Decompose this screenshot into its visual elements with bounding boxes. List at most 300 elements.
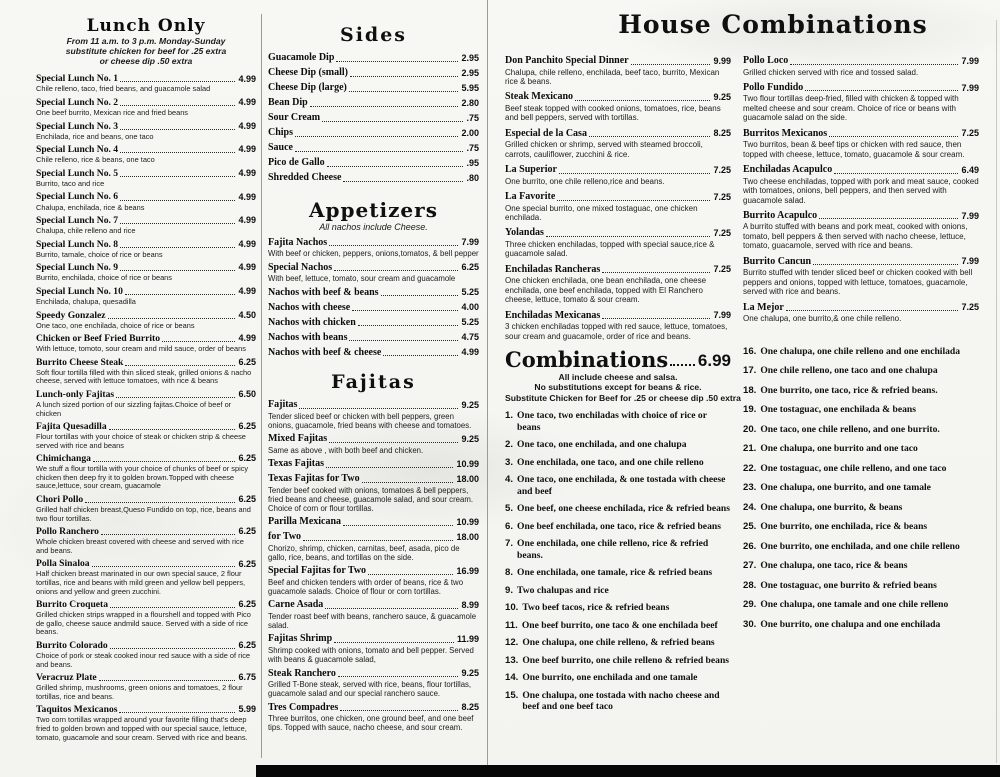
dotted-leader	[352, 310, 458, 311]
sides-section	[268, 24, 479, 184]
menu-item-name: Special Lunch No. 6	[36, 191, 119, 203]
menu-item	[268, 332, 479, 344]
dotted-leader	[310, 106, 459, 107]
combinations-header	[505, 347, 741, 403]
fajitas-items	[268, 399, 479, 732]
dotted-leader	[343, 525, 453, 526]
menu-item-price: 4.99	[238, 97, 256, 108]
menu-item-line	[743, 128, 979, 140]
menu-item-description: Two burritos, bean & beef tips or chicken with red sauce, then topped with cheese, lettuce, tomato, guacamole & sour cream.	[743, 140, 965, 159]
menu-item	[743, 210, 979, 251]
menu-item-line	[505, 91, 731, 103]
menu-item-price: 4.99	[238, 262, 256, 273]
combo-item-number: 19.	[743, 404, 757, 415]
combo-item-number: 23.	[743, 482, 757, 493]
right-column	[505, 10, 995, 719]
dotted-leader	[334, 642, 454, 643]
appetizers-note: All nachos include Cheese.	[319, 221, 428, 232]
appetizers-section	[268, 198, 479, 359]
combo-item-number: 8.	[505, 567, 514, 579]
lunch-subtitle-line1: From 11 a.m. to 3 p.m. Monday-Sunday	[66, 36, 226, 46]
combo-item-number: 16.	[743, 345, 757, 357]
menu-item-line	[268, 347, 479, 359]
menu-item-line	[268, 67, 479, 79]
combo-item	[505, 602, 731, 614]
combo-item	[505, 637, 731, 649]
menu-item	[268, 262, 479, 284]
menu-item-description: Tender roast beef with beans, ranchero sauce, & guacamole salad.	[268, 611, 477, 630]
combo-item-text: One chalupa, one tamale and one chile relleno	[760, 599, 949, 610]
combo-item-text: One burrito, one enchilada, and one chile relleno	[760, 540, 960, 552]
menu-item	[268, 302, 479, 314]
dotted-leader	[322, 121, 463, 122]
menu-item	[36, 704, 256, 742]
sides-items	[268, 52, 479, 184]
dotted-leader	[162, 341, 235, 342]
combo-items-16-30	[743, 346, 979, 631]
combo-item-text: Two beef tacos, rice & refried beans	[522, 602, 670, 614]
menu-item-description: Beef steak topped with cooked onions, tomatoes, rice, beans and bell peppers, served with tortillas.	[505, 103, 721, 123]
combo-item	[743, 482, 979, 494]
menu-item-price: 9.25	[461, 433, 479, 444]
menu-item-price: 9.25	[713, 91, 731, 102]
menu-item-line	[268, 237, 479, 249]
menu-item	[36, 333, 256, 354]
menu-item-line	[743, 164, 979, 176]
menu-item-name: Polla Sinaloa	[36, 558, 90, 570]
house-combinations-title: House Combinations	[618, 10, 928, 39]
dotted-leader	[559, 173, 711, 174]
menu-item-price: 7.99	[961, 210, 979, 221]
menu-item	[268, 112, 479, 124]
menu-item	[36, 97, 256, 118]
menu-item	[743, 128, 979, 159]
menu-item-price: .75	[466, 112, 479, 123]
combo-item	[505, 503, 731, 515]
menu-item-price: 7.99	[713, 310, 731, 321]
menu-item	[268, 433, 479, 455]
menu-item-name: Bean Dip	[268, 97, 308, 108]
menu-item-price: .80	[466, 172, 479, 183]
menu-item	[505, 55, 731, 86]
menu-item-price: 4.99	[461, 347, 479, 358]
menu-item-price: 6.25	[238, 599, 256, 610]
menu-item-line	[36, 310, 256, 321]
menu-item-name: Mixed Fajitas	[268, 433, 328, 445]
dotted-leader	[383, 355, 458, 356]
menu-item-line	[36, 704, 256, 715]
menu-item-price: 8.25	[461, 702, 479, 713]
menu-item-name: Steak Ranchero	[268, 667, 336, 679]
column-divider-right	[487, 0, 488, 765]
menu-item-name: Burrito Colorado	[36, 639, 108, 651]
combo-item-number: 12.	[505, 637, 519, 649]
dotted-leader	[329, 442, 458, 443]
menu-item-line	[743, 256, 979, 268]
menu-item-description: A lunch sized portion of our sizzling fajitas.Choice of beef or chicken	[36, 399, 232, 418]
menu-item-name: Pollo Fundido	[743, 81, 804, 93]
menu-item-line	[268, 52, 479, 64]
dotted-leader	[790, 64, 958, 65]
menu-item	[36, 494, 256, 523]
menu-item-line	[268, 97, 479, 109]
menu-item-description: Grilled T-Bone steak, served with rice, beans, flour tortillas, guacamole salad and our special ranchero sauce.	[268, 680, 472, 699]
dotted-leader	[338, 676, 459, 677]
menu-item-price: 7.25	[961, 302, 979, 313]
menu-item-description: Three chicken enchiladas, topped with special sauce,rice & guacamole salad.	[505, 239, 715, 259]
menu-item	[36, 168, 256, 189]
menu-item	[36, 262, 256, 283]
menu-item-price: 2.00	[461, 127, 479, 138]
menu-item-line	[36, 599, 256, 610]
combo-item	[505, 690, 731, 713]
house-right-items	[743, 55, 979, 324]
menu-item-price: 4.99	[238, 73, 256, 84]
menu-item	[268, 347, 479, 359]
menu-item	[268, 287, 479, 299]
combo-item-text: One chalupa, one burrito, and one tamale	[760, 482, 931, 493]
combo-item	[743, 619, 979, 631]
menu-item-price: 6.25	[461, 262, 479, 273]
menu-item-price: 7.99	[961, 55, 979, 66]
menu-item	[36, 672, 256, 701]
menu-item-name: Special Nachos	[268, 261, 333, 273]
combinations-notes	[505, 372, 741, 403]
dotted-leader	[834, 173, 958, 174]
menu-item	[36, 191, 256, 212]
menu-item-name: Shredded Cheese	[268, 172, 342, 183]
menu-item-price: 2.95	[461, 52, 479, 63]
combo-item	[505, 585, 731, 597]
menu-item-line	[36, 453, 256, 464]
menu-item-description: Chalupa, chile relleno, enchilada, beef taco, burrito, Mexican rice & beans.	[505, 67, 720, 86]
menu-item-line	[268, 565, 479, 577]
menu-item	[268, 531, 479, 562]
menu-item-description: Grilled chicken strips wrapped in a flourshell and topped with Pico de gallo, cheese sauce andmild sauce. Served with a side of rice beans.	[36, 610, 251, 637]
combo-item-text: One enchilada, one taco, and one chile relleno	[517, 456, 704, 468]
combo-item	[743, 580, 979, 592]
combo-item-number: 25.	[743, 521, 757, 532]
menu-item-name: Special Lunch No. 3	[36, 120, 119, 132]
combo-item-text: One enchilada, one chile relleno, rice & refried beans.	[517, 538, 709, 561]
combo-items-1-15	[505, 410, 731, 713]
menu-item-name: Taquitos Mexicanos	[36, 704, 118, 716]
dotted-leader	[589, 136, 711, 137]
middle-column	[268, 24, 479, 736]
appetizers-items	[268, 237, 479, 359]
menu-item	[36, 640, 256, 669]
scan-bottom-strip	[256, 765, 1000, 777]
combo-item-text: One beef enchilada, one taco, rice & refried beans	[517, 520, 721, 532]
menu-item-line	[36, 526, 256, 537]
menu-item-description: A burrito stuffed with beans and pork meat, cooked with onions, tomato, bell peppers & then served with nacho cheese, lettuce, tomato, guacamole, served with rice and beans.	[743, 222, 968, 251]
menu-item-line	[268, 127, 479, 139]
menu-item-name: Nachos with beef & beans	[268, 286, 379, 298]
menu-item-name: Special Lunch No. 7	[36, 215, 119, 227]
dotted-leader	[325, 608, 458, 609]
menu-item-price: 7.99	[961, 256, 979, 267]
combo-item-number: 13.	[505, 654, 519, 666]
menu-item-price: 5.95	[461, 82, 479, 93]
combo-item-text: One chile relleno, one taco and one chalupa	[760, 365, 938, 376]
combo-item-number: 30.	[743, 618, 757, 630]
combo-item-text: One taco, one enchilada, & one tostada with cheese and beef	[517, 474, 726, 497]
combo-item	[505, 672, 731, 684]
combo-item-number: 5.	[505, 503, 514, 515]
combo-item	[505, 474, 731, 497]
dotted-leader	[120, 129, 235, 130]
menu-item-price: 16.99	[456, 565, 479, 576]
menu-item-price: 10.99	[456, 458, 479, 469]
combinations-note-line3: Substitute Chicken for Beef for .25 or cheese dip .50 extra	[505, 392, 741, 403]
menu-item-name: Enchiladas Acapulco	[743, 164, 833, 176]
menu-item-description: One taco, one enchilada, choice of rice or beans	[36, 320, 195, 330]
combo-item-number: 28.	[743, 579, 757, 591]
menu-item-name: Chips	[268, 127, 294, 138]
menu-item	[268, 52, 479, 64]
combo-item	[505, 655, 731, 667]
dotted-leader	[109, 429, 236, 430]
menu-item-description: Choice of pork or steak cooked inour red sauce with a side of rice and beans.	[36, 651, 251, 669]
menu-item-line	[743, 210, 979, 222]
menu-item-name: Carne Asada	[268, 599, 324, 611]
menu-item-price: 4.99	[238, 238, 256, 249]
combo-item-number: 26.	[743, 540, 757, 552]
menu-item	[505, 310, 731, 341]
menu-item-description: Grilled chicken served with rice and tossed salad.	[743, 67, 919, 77]
menu-item-name: Cheese Dip (large)	[268, 82, 347, 93]
menu-item-line	[36, 494, 256, 505]
combo-item	[743, 560, 979, 572]
dotted-leader	[299, 408, 458, 409]
combo-item-number: 24.	[743, 501, 757, 513]
menu-item	[743, 256, 979, 297]
menu-item-line	[268, 262, 479, 274]
menu-item-line	[268, 82, 479, 94]
dotted-leader	[786, 310, 959, 311]
combo-item-number: 3.	[505, 456, 514, 468]
dotted-leader	[99, 680, 236, 681]
menu-item-line	[268, 433, 479, 445]
menu-item-name: Sauce	[268, 142, 293, 153]
menu-item-description: Grilled shrimp, mushrooms, green onions and tomatoes, 2 flour tortillas, rice and beans.	[36, 683, 243, 701]
menu-item-line	[36, 333, 256, 344]
lunch-subtitle-line3: or cheese dip .50 extra	[99, 56, 193, 67]
menu-item-name: Enchiladas Rancheras	[505, 263, 601, 275]
menu-item-line	[268, 317, 479, 329]
scan-edge	[996, 20, 997, 763]
combo-item-text: One chalupa, one chile relleno and one enchilada	[760, 345, 961, 357]
dotted-leader	[119, 712, 235, 713]
menu-item	[268, 317, 479, 329]
combo-item	[505, 538, 731, 561]
combo-item-text: One beef, one cheese enchilada, rice & refried beans	[517, 503, 730, 515]
dotted-leader	[120, 200, 235, 201]
menu-item-description: With beef or chicken, peppers, onions,tomatos, & bell pepper	[268, 249, 479, 258]
menu-item-line	[743, 55, 979, 67]
dotted-leader	[116, 397, 235, 398]
combo-item-number: 9.	[505, 584, 514, 596]
menu-item-price: 6.50	[238, 389, 256, 400]
menu-item-description: Whole chicken breast covered with cheese and served with rice and beans.	[36, 537, 244, 555]
menu-item-price: 6.25	[238, 494, 256, 505]
menu-item	[743, 55, 979, 77]
menu-item	[268, 599, 479, 630]
menu-item-price: 7.25	[713, 164, 731, 175]
menu-item	[268, 516, 479, 528]
menu-item-line	[36, 672, 256, 683]
menu-item-price: 18.00	[456, 531, 479, 542]
menu-item-price: 7.25	[713, 228, 731, 239]
dotted-leader	[336, 61, 458, 62]
combo-item	[743, 521, 979, 533]
menu-item-name: Special Fajitas for Two	[268, 565, 367, 577]
menu-item-name: Fajitas	[268, 399, 298, 411]
menu-item-line	[36, 357, 256, 368]
menu-item-description: Two cheese enchiladas, topped with pork and meat sauce, cooked with tomatoes, onions, bell peppers, and then served with guacamole salad.	[743, 176, 979, 205]
combo-item-text: One chalupa, one burrito, & beans	[760, 501, 903, 513]
menu-item-description: One chalupa, one burrito,& one chile relleno.	[743, 314, 902, 324]
menu-item-description: One beef burrito, Mexican rice and fried beans	[36, 108, 189, 118]
menu-item-line	[743, 82, 979, 94]
menu-item-line	[268, 473, 479, 485]
menu-item-name: Nachos with beans	[268, 331, 348, 343]
menu-item-line	[268, 287, 479, 299]
combo-item-text: One beef burrito, one chile relleno & refried beans	[522, 654, 730, 666]
menu-item-line	[268, 302, 479, 314]
menu-item-line	[36, 558, 256, 569]
menu-item-description: Chorizo, shrimp, chicken, carnitas, beef, asada, pico de gallo, rice, beans, and tortillas on the side.	[268, 543, 460, 562]
dotted-leader	[349, 91, 459, 92]
dotted-leader	[101, 534, 235, 535]
combo-item	[743, 365, 979, 377]
menu-item-name: Tres Compadres	[268, 701, 339, 713]
combo-item-text: One tostaguac, one chile relleno, and one taco	[760, 462, 947, 474]
combo-item-text: One burrito, one enchilada, rice & beans	[760, 521, 928, 532]
house-left-items	[505, 55, 731, 341]
menu-item-line	[36, 286, 256, 297]
dotted-leader	[120, 152, 235, 153]
menu-item-description: Grilled chicken or shrimp, served with steamed broccoli, carrots, cauliflower, zucchini & rice.	[505, 140, 703, 159]
dotted-leader	[120, 81, 235, 82]
menu-item	[268, 668, 479, 699]
menu-item-description: Enchilada, rice and beans, one taco	[36, 131, 154, 141]
menu-item	[268, 473, 479, 513]
menu-item-description: Chalupa, enchilada, rice & beans	[36, 202, 145, 212]
menu-item-line	[36, 97, 256, 108]
menu-item	[36, 310, 256, 331]
menu-item-description: Same as above , with both beef and chicken.	[268, 445, 424, 455]
dotted-leader	[295, 136, 458, 137]
menu-item-line	[268, 112, 479, 124]
house-right-subcolumn	[743, 55, 979, 719]
menu-item-description: One chicken enchilada, one bean enchilada, one cheese enchilada, one beef enchilada, topped with El Ranchero cheese, lettuce, tomato & sour cream.	[505, 276, 707, 305]
menu-item-line	[268, 332, 479, 344]
lunch-title: Lunch Only	[86, 16, 206, 36]
menu-item	[268, 702, 479, 733]
dotted-leader	[557, 200, 710, 201]
menu-item-line	[268, 702, 479, 714]
column-divider-left	[261, 14, 262, 758]
menu-item	[268, 237, 479, 259]
menu-item-price: 8.99	[461, 599, 479, 610]
combo-item-number: 21.	[743, 443, 757, 454]
menu-item-price: 4.75	[461, 332, 479, 343]
dotted-leader	[829, 136, 958, 137]
menu-item-line	[36, 262, 256, 273]
menu-item-line	[36, 640, 256, 651]
menu-item-description: One special burrito, one mixed tostaguac, one chicken enchilada.	[505, 203, 698, 222]
menu-item	[268, 633, 479, 664]
menu-item-description: One burrito, one chile relleno,rice and beans.	[505, 176, 665, 186]
menu-item-price: 6.49	[961, 164, 979, 175]
menu-item-name: Chimichanga	[36, 453, 91, 465]
menu-item-line	[268, 172, 479, 184]
menu-item	[36, 453, 256, 491]
menu-item-description: Tender beef cooked with onions, tomatoes & bell peppers, fried beans and cheese, guacamole salad, and sour cream. Choice of corn or flour tortillas.	[268, 485, 474, 513]
dotted-leader	[108, 318, 236, 319]
menu-item	[36, 215, 256, 236]
menu-item	[505, 128, 731, 159]
fajitas-section	[268, 371, 479, 732]
lunch-subtitle-line2: substitute chicken for beef for .25 extra	[65, 46, 227, 57]
dotted-leader	[813, 264, 958, 265]
menu-item	[743, 82, 979, 123]
menu-item-description: Soft flour tortilla filled with thin sliced steak, grilled onions & nacho cheese, served with lettuce tomatoes, with rice & beans	[36, 367, 252, 386]
menu-item-description: Enchilada, chalupa, quesadilla	[36, 296, 136, 306]
menu-item-price: 4.99	[238, 144, 256, 155]
menu-item-description: Grilled half chicken breast,Queso Fundido on top, rice, beans and two flour tortillas.	[36, 505, 251, 523]
menu-item-description: Chile relleno, rice & beans, one taco	[36, 155, 155, 165]
menu-item-price: 4.99	[238, 120, 256, 131]
menu-item	[505, 91, 731, 122]
menu-item-name: Fajita Quesadilla	[36, 421, 107, 433]
menu-item-name: Cheese Dip (small)	[268, 67, 348, 78]
menu-item-line	[36, 73, 256, 84]
menu-item-price: 5.99	[238, 704, 256, 715]
menu-item-price: 6.25	[238, 453, 256, 464]
combo-item	[743, 404, 979, 416]
dotted-leader	[358, 325, 459, 326]
menu-item	[268, 67, 479, 79]
menu-item-line	[505, 191, 731, 203]
menu-item-description: We stuff a flour tortilla with your choice of chunks of beef or spicy chicken then deep fry it to golden brown.Topped with cheese sauce,lettuce, sour cream, guacamole	[36, 464, 249, 491]
menu-item-line	[36, 239, 256, 250]
menu-item-description: Flour tortillas with your choice of steak or chicken strip & cheese served with rice and beans	[36, 432, 246, 450]
dotted-leader	[120, 247, 235, 248]
dotted-leader	[343, 181, 463, 182]
combo-item-text: Two chalupas and rice	[517, 584, 609, 596]
menu-item	[268, 142, 479, 154]
dotted-leader	[303, 540, 453, 541]
menu-item-line	[268, 458, 479, 470]
combo-item-number: 20.	[743, 423, 757, 435]
dotted-leader	[349, 340, 458, 341]
combo-item-number: 18.	[743, 384, 757, 396]
menu-item-description: With lettuce, tomoto, sour cream and mild sauce, order of beans	[36, 344, 246, 354]
menu-item-name: Speedy Gonzalez	[36, 309, 106, 321]
combo-item	[743, 424, 979, 436]
menu-item-price: 2.80	[461, 97, 479, 108]
dotted-leader	[546, 236, 711, 237]
dotted-leader	[819, 218, 958, 219]
menu-item	[36, 558, 256, 596]
combo-item	[743, 385, 979, 397]
combo-item	[743, 599, 979, 611]
dotted-leader	[125, 294, 236, 295]
menu-item	[36, 421, 256, 450]
menu-item	[268, 97, 479, 109]
